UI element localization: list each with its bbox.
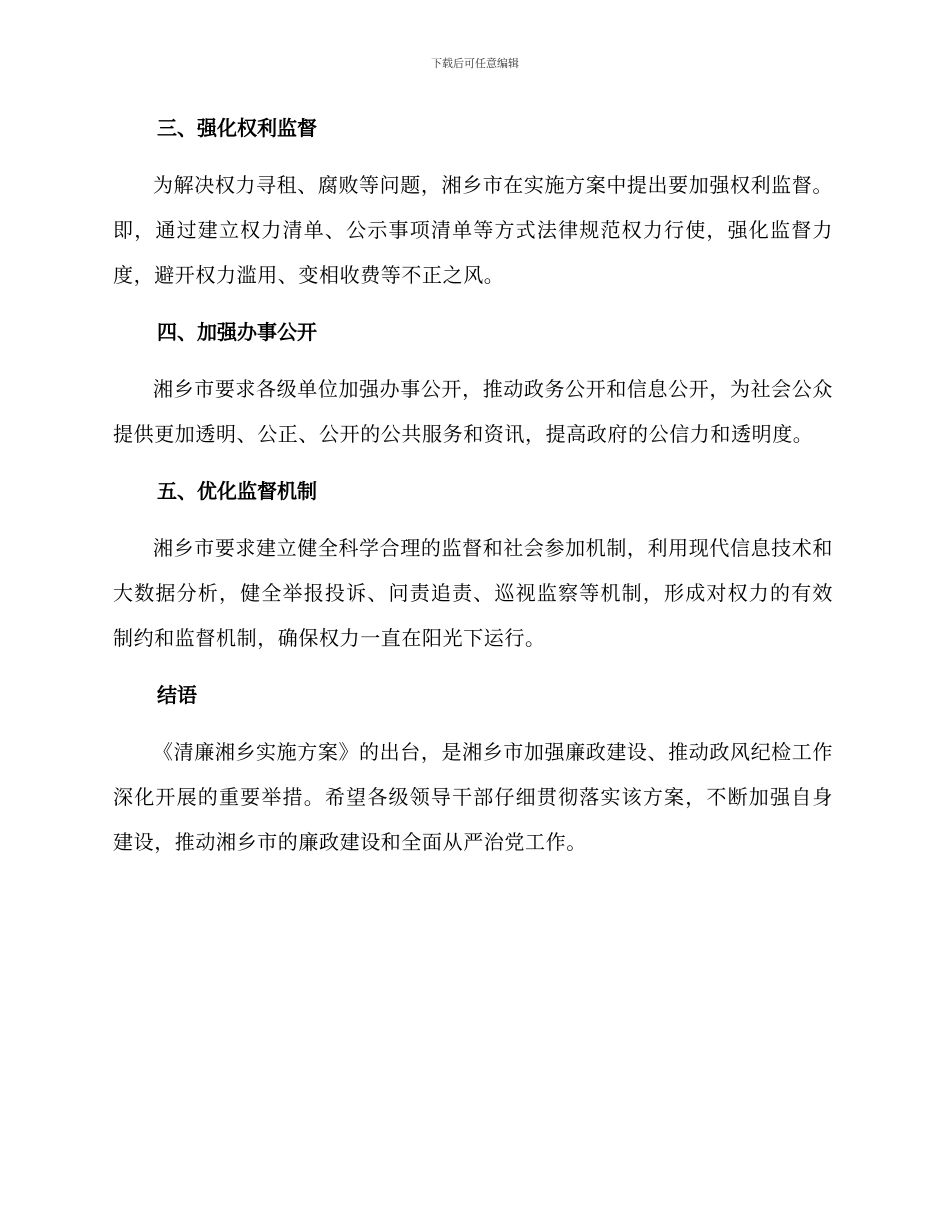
section-heading-5: 五、优化监督机制 bbox=[157, 479, 317, 503]
conclusion-paragraph: 《清廉湘乡实施方案》的出台，是湘乡市加强廉政建设、推动政风纪检工作深化开展的重要举措。希望各级领导干部仔细贯彻落实该方案，不断加强自身建设，推动湘乡市的廉政建设和全面从严治党工作。 bbox=[113, 740, 833, 854]
conclusion-heading: 结语 bbox=[157, 683, 197, 707]
page-header-note: 下载后可任意编辑 bbox=[431, 57, 519, 70]
section-paragraph-4: 湘乡市要求各级单位加强办事公开，推动政务公开和信息公开，为社会公众提供更加透明、公正、公开的公共服务和资讯，提高政府的公信力和透明度。 bbox=[113, 377, 833, 446]
section-paragraph-3: 为解决权力寻租、腐败等问题，湘乡市在实施方案中提出要加强权利监督。即，通过建立权力清单、公示事项清单等方式法律规范权力行使，强化监督力度，避开权力滥用、变相收费等不正之风。 bbox=[113, 173, 833, 287]
section-heading-3: 三、强化权利监督 bbox=[157, 116, 317, 140]
section-heading-4: 四、加强办事公开 bbox=[157, 320, 317, 344]
document-body bbox=[113, 106, 833, 865]
section-paragraph-5: 湘乡市要求建立健全科学合理的监督和社会参加机制，利用现代信息技术和大数据分析，健全举报投诉、问责追责、巡视监察等机制，形成对权力的有效制约和监督机制，确保权力一直在阳光下运行。 bbox=[113, 536, 833, 650]
